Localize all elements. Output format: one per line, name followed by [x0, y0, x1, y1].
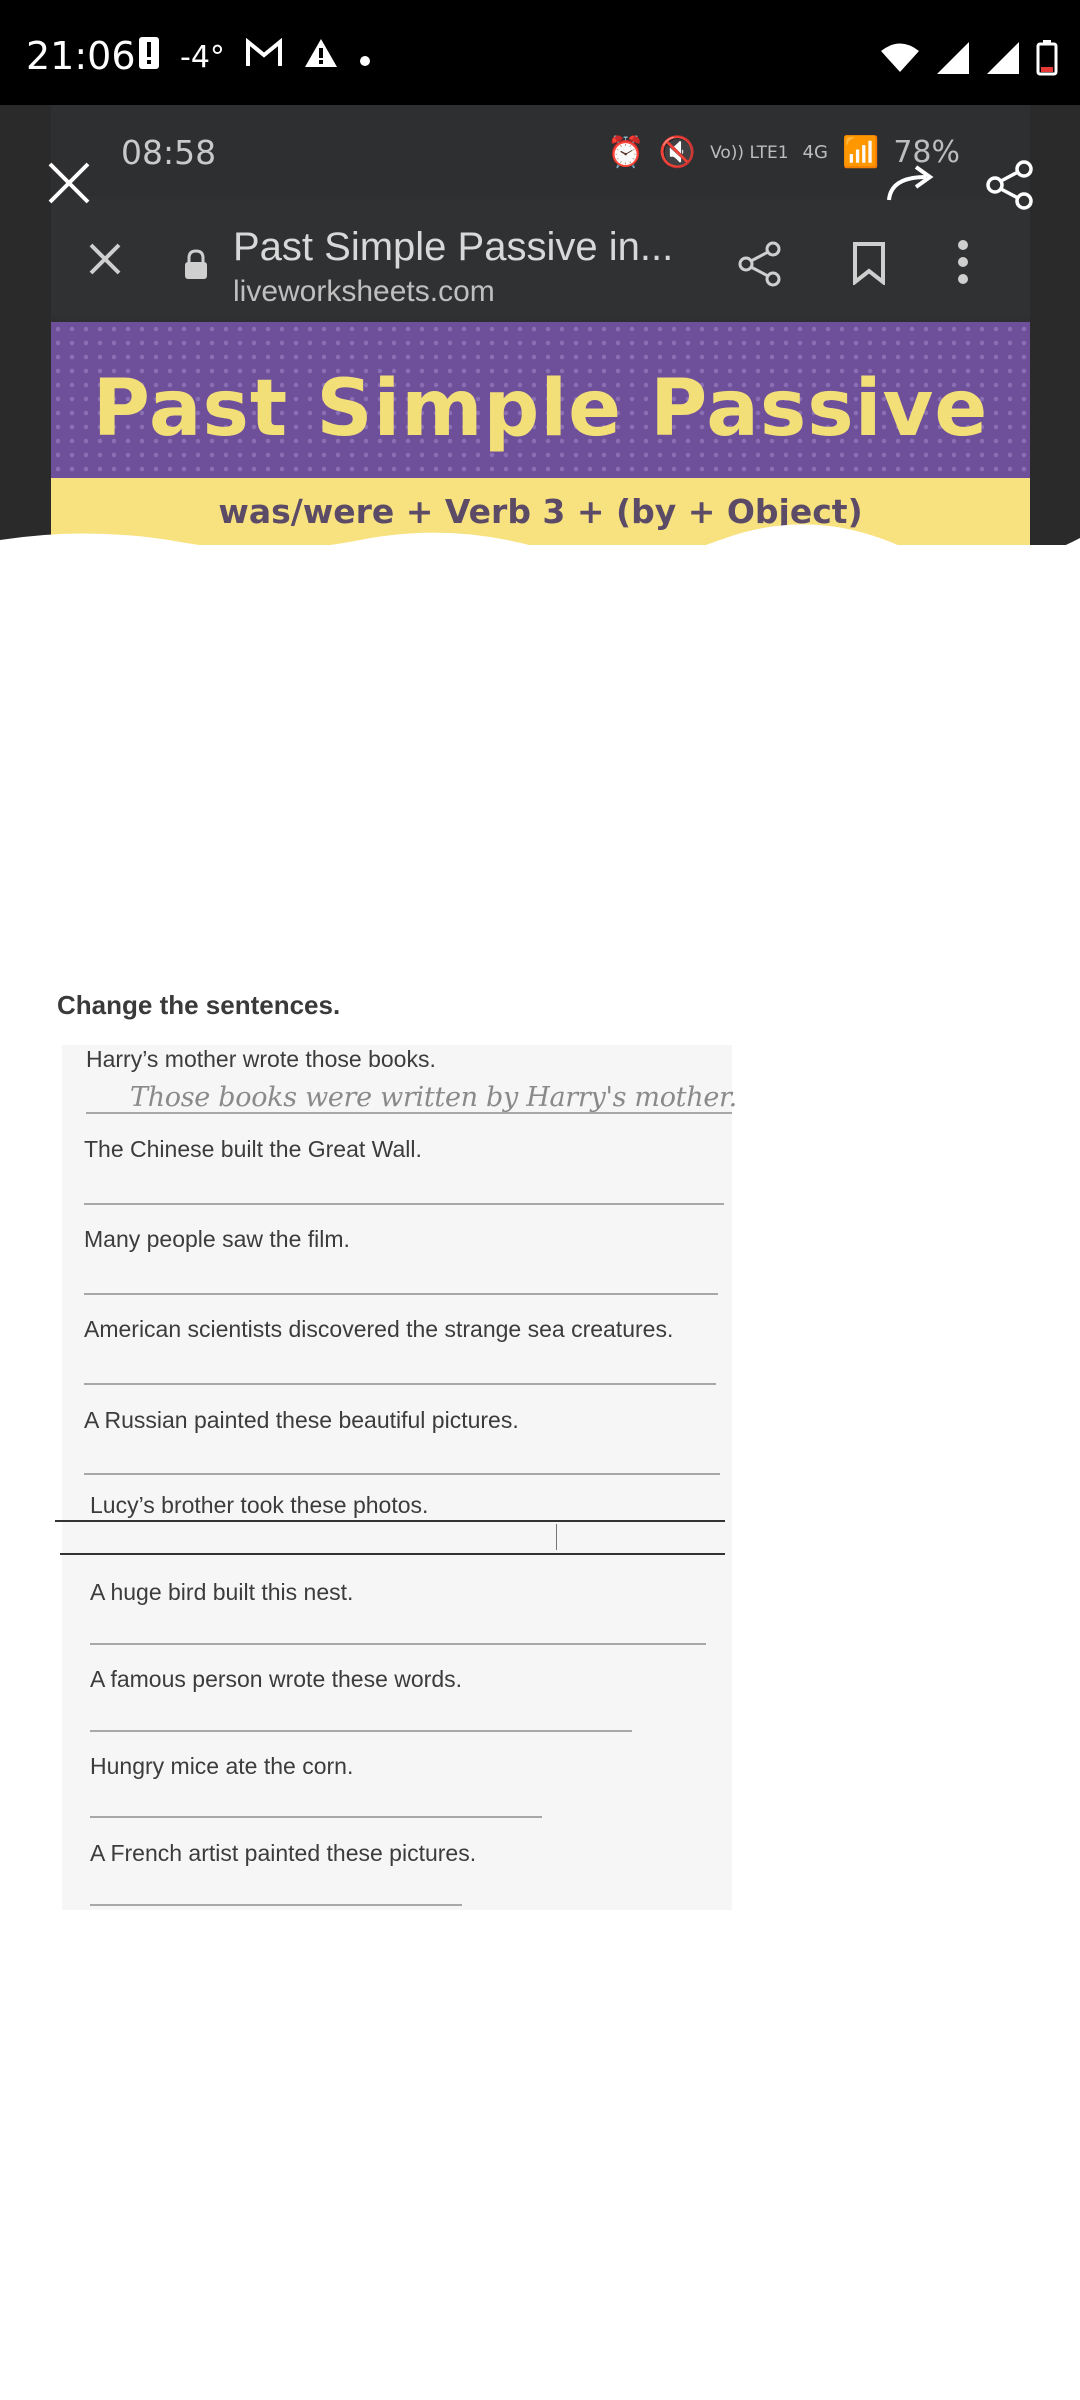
answer-line-3[interactable]	[84, 1293, 718, 1295]
example-answer: Those books were written by Harry's mother.	[130, 1082, 737, 1113]
sentence-5: A Russian painted these beautiful pictures.	[84, 1407, 519, 1433]
warning-icon	[303, 37, 339, 77]
answer-line-2[interactable]	[84, 1203, 724, 1205]
torn-paper-edge	[0, 520, 1080, 580]
worksheet-heading: Change the sentences.	[57, 990, 341, 1020]
inner-status-time: 08:58	[121, 133, 217, 172]
status-time: 21:06	[26, 34, 136, 78]
sentence-8: A famous person wrote these words.	[90, 1666, 463, 1692]
device-status-bar	[0, 0, 1080, 105]
inner-mute-icon: 🔇	[658, 135, 697, 170]
viewer-close-button[interactable]	[46, 160, 92, 211]
answer-line-10[interactable]	[90, 1904, 462, 1906]
share-icon	[737, 241, 783, 292]
inner-network: 4G	[802, 142, 828, 163]
browser-toolbar	[51, 197, 1030, 317]
bookmark-icon	[851, 241, 887, 290]
worksheet-paper	[62, 1045, 732, 1910]
sentence-1: Harry’s mother wrote those books.	[86, 1046, 436, 1072]
browser-page-title: Past Simple Passive in...	[233, 225, 674, 269]
signal-icon	[986, 41, 1020, 80]
formula-text: was/were + Verb 3 + (by + Object)	[218, 492, 863, 531]
text-cursor	[556, 1524, 557, 1550]
lesson-banner	[51, 322, 1030, 478]
photo-screenshot	[51, 105, 1030, 545]
alert-icon	[138, 36, 160, 78]
rule-line	[55, 1520, 725, 1522]
inner-alarm-icon: ⏰	[607, 135, 645, 170]
banner-title: Past Simple Passive	[92, 364, 989, 454]
more-vert-icon	[957, 239, 969, 290]
sentence-4: American scientists discovered the strange sea creatures.	[84, 1316, 674, 1342]
temperature: -4°	[180, 39, 225, 75]
answer-line-6[interactable]	[60, 1553, 725, 1555]
signal-icon	[936, 41, 970, 80]
viewer-forward-button[interactable]	[886, 165, 936, 208]
answer-line-1[interactable]	[86, 1112, 732, 1114]
sentence-9: Hungry mice ate the corn.	[90, 1753, 354, 1779]
close-icon	[87, 241, 123, 282]
viewer-share-button[interactable]	[985, 160, 1035, 215]
browser-url: liveworksheets.com	[233, 275, 495, 308]
inner-volte: Vo)) LTE1	[710, 142, 789, 163]
battery-icon	[1036, 40, 1058, 81]
wifi-icon	[880, 42, 920, 79]
answer-line-8[interactable]	[90, 1730, 632, 1732]
lock-icon	[183, 249, 209, 286]
sentence-6: Lucy’s brother took these photos.	[90, 1492, 429, 1518]
gmail-icon	[245, 38, 283, 76]
answer-line-9[interactable]	[90, 1816, 542, 1818]
sentence-7: A huge bird built this nest.	[90, 1579, 354, 1605]
inner-signal-icon: 📶	[841, 135, 880, 170]
answer-line-4[interactable]	[84, 1383, 716, 1385]
sentence-2: The Chinese built the Great Wall.	[84, 1136, 422, 1162]
dot-icon	[359, 40, 371, 75]
sentence-3: Many people saw the film.	[84, 1226, 350, 1252]
answer-line-5[interactable]	[84, 1473, 720, 1475]
sentence-10: A French artist painted these pictures.	[90, 1840, 477, 1866]
inner-battery: 78%	[893, 135, 960, 170]
answer-line-7[interactable]	[90, 1643, 706, 1645]
